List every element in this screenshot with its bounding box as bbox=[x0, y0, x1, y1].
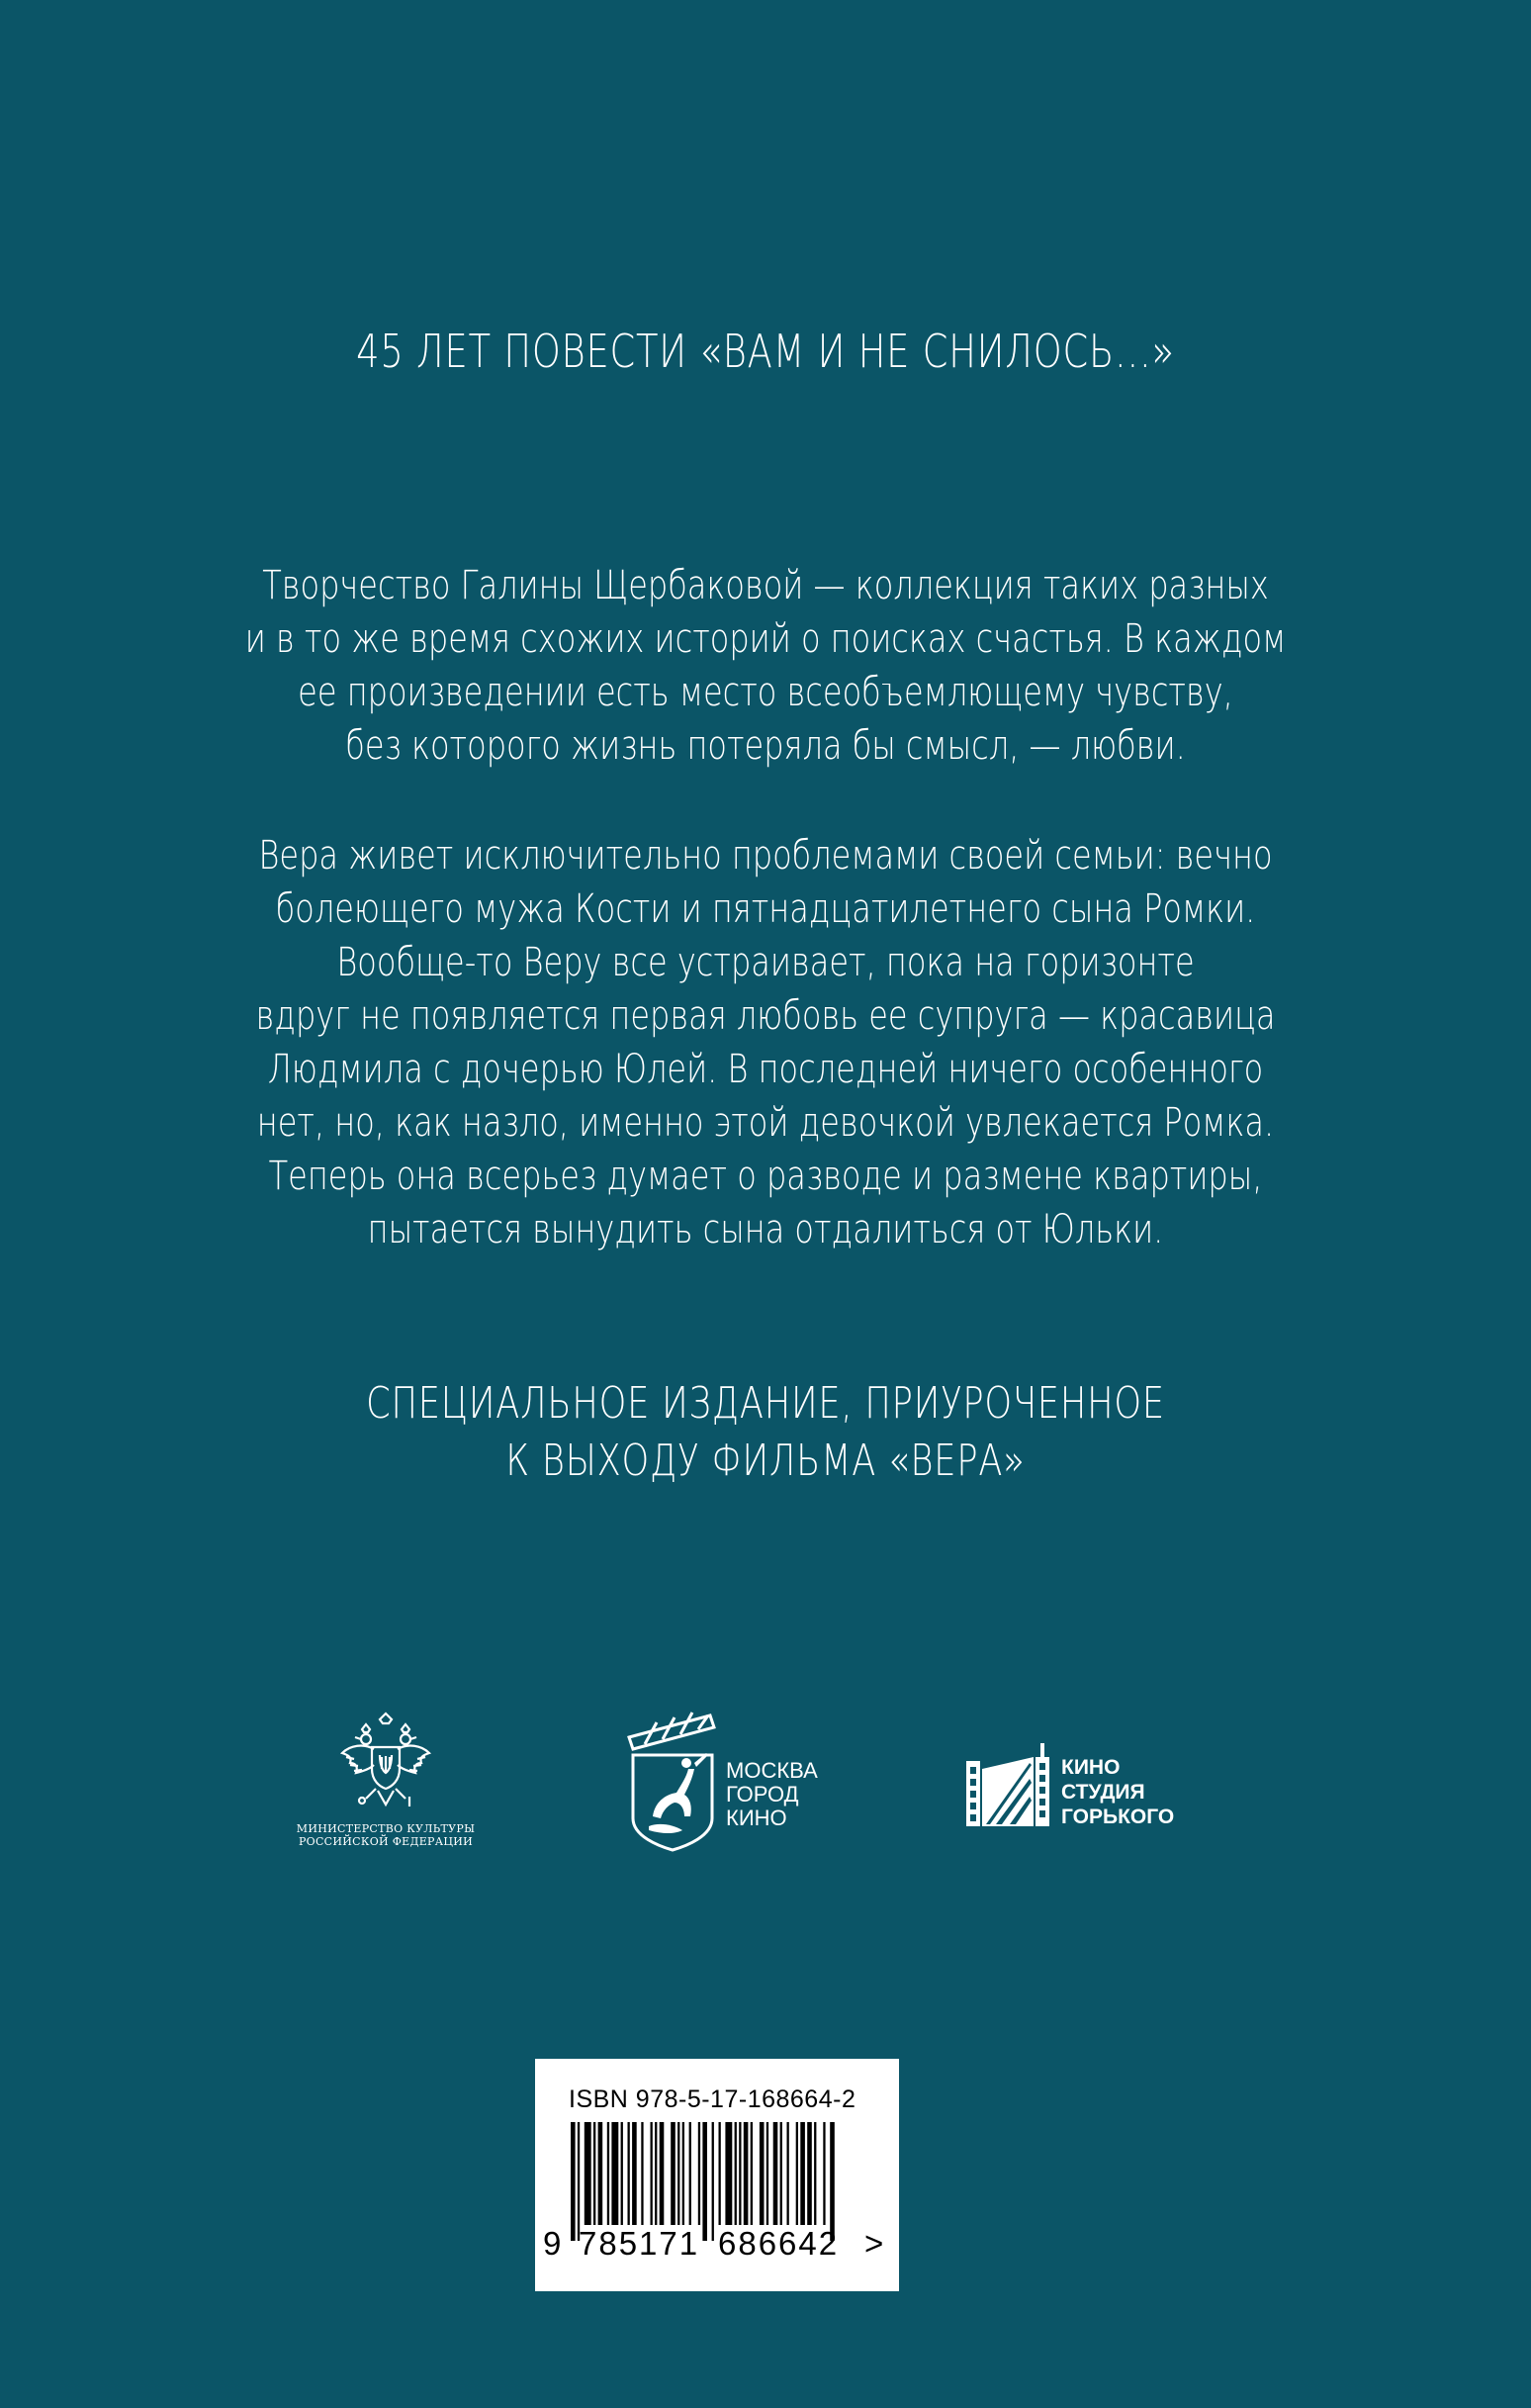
text-line: К ВЫХОДУ ФИЛЬМА «ВЕРА» bbox=[505, 1436, 1026, 1486]
text-line: нет, но, как назло, именно этой девочкой увлекается Ромка. bbox=[256, 1100, 1275, 1146]
isbn-label: ISBN 978-5-17-168664-2 bbox=[569, 2085, 856, 2113]
barcode-bar bbox=[719, 2122, 721, 2225]
barcode-digit-first: 9 bbox=[543, 2225, 562, 2262]
text-line: пытается вынудить сына отдалиться от Юльки. bbox=[367, 1207, 1164, 1252]
anniversary-heading bbox=[0, 324, 1531, 378]
text-line: СПЕЦИАЛЬНОЕ ИЗДАНИЕ, ПРИУРОЧЕННОЕ bbox=[366, 1378, 1165, 1429]
barcode-bar bbox=[766, 2122, 768, 2225]
studio-caption-line: СТУДИЯ bbox=[1061, 1781, 1145, 1804]
gorky-studio-caption bbox=[1061, 1755, 1174, 1829]
text-line: ее произведении есть место всеобъемлющему чувству, bbox=[298, 670, 1233, 715]
barcode-bar bbox=[744, 2122, 749, 2225]
text-line: и в то же время схожих историй о поисках счастья. В каждом bbox=[244, 616, 1287, 662]
studio-caption-line: ГОРЬКОГО bbox=[1061, 1806, 1175, 1828]
barcode-bar bbox=[621, 2122, 623, 2225]
isbn-barcode bbox=[535, 2059, 899, 2291]
barcode-bar bbox=[739, 2122, 741, 2225]
barcode-bar bbox=[712, 2122, 714, 2241]
barcode-bar bbox=[751, 2122, 753, 2225]
barcode-digits-left: 785171 bbox=[579, 2225, 700, 2262]
text-line: Людмила с дочерью Юлей. В последней ничего особенного bbox=[267, 1047, 1264, 1092]
barcode-bar bbox=[823, 2122, 825, 2225]
double-headed-eagle-icon bbox=[336, 1710, 435, 1816]
special-edition-note bbox=[0, 1375, 1531, 1490]
moscow-caption-line: МОСКВА bbox=[726, 1758, 818, 1783]
barcode-bar bbox=[660, 2122, 665, 2225]
barcode-bar bbox=[671, 2122, 675, 2225]
barcode-bar bbox=[628, 2122, 630, 2225]
film-strip-icon bbox=[964, 1739, 1055, 1828]
ministry-caption-line: РОССИЙСКОЙ ФЕДЕРАЦИИ bbox=[298, 1835, 474, 1848]
ministry-of-culture-logo bbox=[287, 1710, 485, 1858]
ministry-caption bbox=[287, 1822, 485, 1848]
barcode-bar bbox=[725, 2122, 732, 2225]
barcode-bar bbox=[796, 2122, 798, 2225]
barcode-bar bbox=[641, 2122, 643, 2225]
barcode-bar bbox=[655, 2122, 657, 2225]
barcode-bar bbox=[651, 2122, 653, 2225]
barcode-bar bbox=[780, 2122, 782, 2225]
moscow-city-kino-logo bbox=[625, 1708, 853, 1856]
text-line: болеющего мужа Кости и пятнадцатилетнего сына Ромки. bbox=[275, 886, 1256, 932]
barcode-bar bbox=[787, 2122, 789, 2225]
barcode-bar bbox=[807, 2122, 812, 2225]
barcode-bar bbox=[593, 2122, 595, 2225]
barcode-bar bbox=[611, 2122, 618, 2225]
text-line: Вера живет исключительно проблемами своей семьи: вечно bbox=[258, 833, 1273, 879]
text-line: вдруг не появляется первая любовь ее супруга — красавица bbox=[255, 993, 1276, 1039]
moscow-caption-line: КИНО bbox=[726, 1806, 787, 1830]
text-line: Творчество Галины Щербаковой — коллекция таких разных bbox=[262, 563, 1269, 608]
barcode-bar bbox=[689, 2122, 691, 2225]
barcode-bar bbox=[698, 2122, 700, 2225]
barcode-bar bbox=[598, 2122, 603, 2225]
anniversary-text: 45 ЛЕТ ПОВЕСТИ «ВАМ И НЕ СНИЛОСЬ...» bbox=[356, 324, 1175, 378]
barcode-end-marker: > bbox=[864, 2225, 884, 2262]
description-paragraph-1 bbox=[0, 559, 1531, 773]
barcode-bar bbox=[760, 2122, 765, 2225]
barcode-bar bbox=[585, 2122, 591, 2225]
barcode-bar bbox=[607, 2122, 609, 2225]
barcode-bar bbox=[702, 2122, 707, 2241]
moscow-caption-line: ГОРОД bbox=[726, 1782, 799, 1806]
clapperboard-shield-icon bbox=[625, 1708, 724, 1856]
moscow-kino-caption bbox=[726, 1759, 818, 1830]
barcode-bar bbox=[830, 2122, 835, 2241]
ministry-caption-line: МИНИСТЕРСТВО КУЛЬТУРЫ bbox=[296, 1822, 476, 1835]
text-line: без которого жизнь потеряла бы смысл, — любви. bbox=[345, 723, 1186, 769]
barcode-bar bbox=[578, 2122, 580, 2241]
description-paragraph-2 bbox=[0, 829, 1531, 1256]
barcode-bar bbox=[571, 2122, 576, 2241]
text-line: Теперь она всерьез думает о разводе и размене квартиры, bbox=[268, 1154, 1263, 1199]
gorky-film-studio-logo bbox=[964, 1739, 1202, 1828]
barcode-bar bbox=[814, 2122, 816, 2225]
studio-caption-line: КИНО bbox=[1061, 1756, 1121, 1779]
barcode-bar bbox=[735, 2122, 737, 2225]
barcode-bar bbox=[682, 2122, 684, 2225]
barcode-bar bbox=[677, 2122, 679, 2225]
barcode-bar bbox=[773, 2122, 778, 2225]
barcode-bar bbox=[800, 2122, 805, 2225]
barcode-digits-right: 686642 bbox=[718, 2225, 840, 2262]
text-line: Вообще-то Веру все устраивает, пока на горизонте bbox=[336, 940, 1195, 985]
barcode-bar bbox=[632, 2122, 637, 2225]
